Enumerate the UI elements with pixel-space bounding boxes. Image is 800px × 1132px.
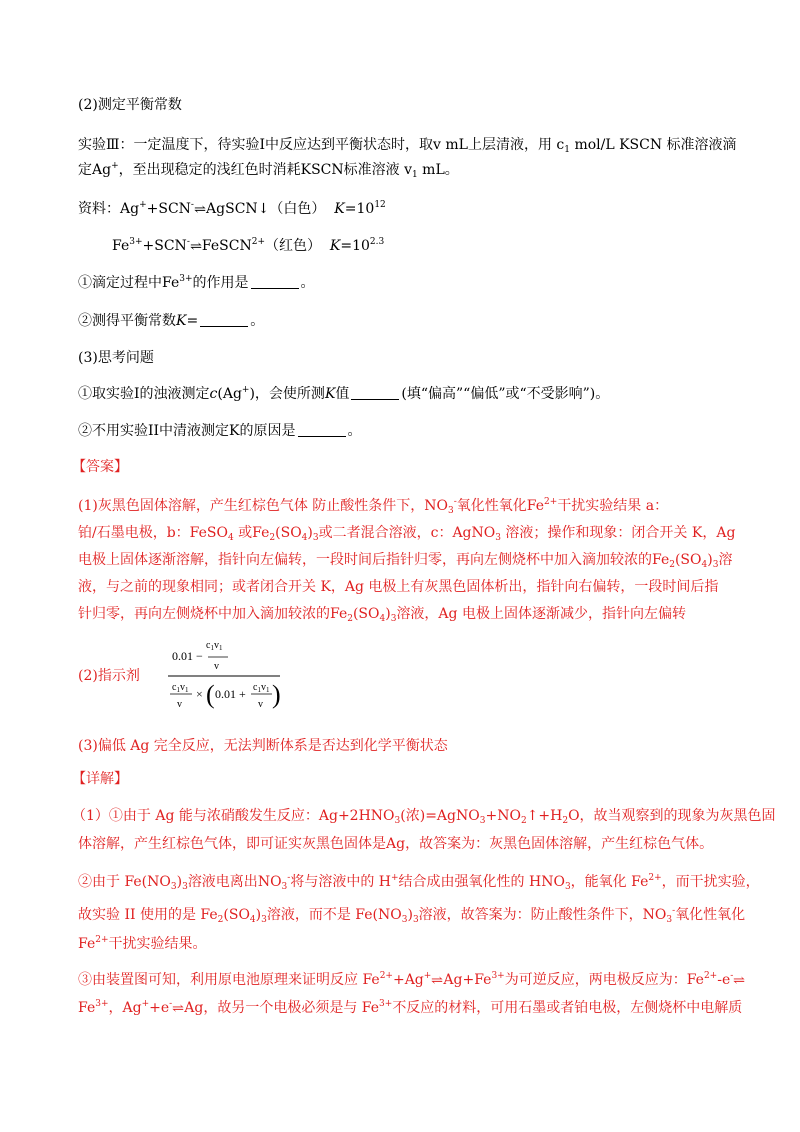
formula-v-top: v bbox=[214, 661, 219, 672]
question-c2: ②测得平衡常数K= 。 bbox=[78, 313, 265, 329]
detail1-line1: （1）①由于 Ag 能与浓硝酸发生反应：$Ag+2HNO_3$(浓)$=AgNO_3+NO_2↑+H_2O$，故当观察到的现象为灰黑色固 bbox=[72, 808, 776, 826]
detail2-line3: $Fe^{2+}$干扰实验结果。 bbox=[78, 935, 207, 952]
detail1-line2: 体溶解，产生红棕色气体，即可证实灰黑色固体是Ag，故答案为：灰黑色固体溶解，产生红棕色气体。 bbox=[78, 836, 714, 852]
exp3-line2: 定Ag+，至出现稳定的浅红色时消耗KSCN标准溶液 $v_1$ mL。 bbox=[78, 161, 459, 180]
detail2-line2: 故实验 II 使用的是 $Fe_2(SO_4)_3$溶液，而不是 $Fe(NO_3)_3$溶液，故答案为：防止酸性条件下，$NO_3^-$氧化性氧化 bbox=[78, 906, 746, 925]
detail3-line2: $Fe^{3+}$，Ag++e-⇌Ag，故另一个电极必须是与 $Fe^{3+}$不反应的材料，可用石墨或者铂电极，左侧烧杯中电解质 bbox=[78, 999, 743, 1016]
q2-title: (2)测定平衡常数 bbox=[78, 97, 182, 113]
formula-times: × bbox=[196, 687, 203, 701]
answer1-line2: 铂/石墨电极，b：FeSO$_4$ 或$Fe_2(SO_4)_3$或二者混合溶液，c：AgNO$_3$ 溶液；操作和现象：闭合开关 K，Ag bbox=[78, 525, 736, 543]
formula-paren-left: ( bbox=[206, 680, 215, 709]
answer1-line1: (1)灰黑色固体溶解，产生红棕色气体 防止酸性条件下，$NO_3^-$氧化性氧化$Fe^{2+}$干扰实验结果 a： bbox=[78, 497, 669, 516]
answer-label: 【答案】 bbox=[72, 459, 128, 475]
formula-c1v1-right: $c_1v_1$ bbox=[253, 682, 270, 694]
exp3-line1: 实验Ⅲ：一定温度下，待实验Ⅰ中反应达到平衡状态时，取v mL上层清液，用 $c_1$ mol/L KSCN 标准溶液滴 bbox=[78, 137, 737, 155]
detail3-line1: ③由装置图可知，利用原电池原理来证明反应 $Fe^{2+}+Ag^+\rightleftharpoons Ag+Fe^{3+}$为可逆反应，两电极反应为：$Fe^{2+}-e^-\rightleftharpoons$ bbox=[78, 971, 746, 988]
formula-plus: 0.01 + bbox=[215, 687, 246, 701]
formula-c1v1-top: $c_1v_1$ bbox=[206, 640, 223, 652]
answer-blank bbox=[200, 312, 248, 327]
question-3-2: ②不用实验II中清液测定K的原因是 。 bbox=[78, 423, 362, 439]
formula-c1v1-left: $c_1v_1$ bbox=[172, 682, 189, 694]
answer2-label: (2)指示剂 bbox=[78, 668, 140, 684]
equilibrium-arrow-icon: ⇌ bbox=[733, 973, 746, 987]
answer1-line5: 针归零，再向左侧烧杯中加入滴加较浓的$Fe_2(SO_4)_3$溶液，Ag 电极上固体逐渐减少，指针向左偏转 bbox=[78, 606, 686, 624]
equilibrium-arrow-icon: ⇌ bbox=[172, 1001, 185, 1015]
answer3: (3)偏低 Ag 完全反应，无法判断体系是否达到化学平衡状态 bbox=[78, 738, 448, 754]
formula-numerator: 0.01 − bbox=[172, 649, 203, 663]
formula-v-left: v bbox=[177, 699, 182, 710]
formula-paren-right: ) bbox=[272, 680, 281, 709]
equilibrium-arrow-icon: ⇌ bbox=[189, 239, 202, 253]
answer1-line3: 电极上固体逐渐溶解，指针向左偏转，一段时间后指针归零，再向左侧烧杯中加入滴加较浓的$Fe_2(SO_4)_3$溶 bbox=[78, 552, 733, 570]
q3-title: (3)思考问题 bbox=[78, 350, 154, 366]
k-formula bbox=[168, 636, 288, 716]
equilibrium-arrow-icon: ⇌ bbox=[431, 973, 444, 987]
question-3-1: ①取实验Ⅰ的浊液测定c(Ag+)，会使所测K值 (填“偏高”“偏低”或“不受影响”)。 bbox=[78, 385, 610, 402]
answer-blank bbox=[251, 274, 299, 289]
answer1-line4: 液，与之前的现象相同；或者闭合开关 K，Ag 电极上有灰黑色固体析出，指针向右偏转，一段时间后指 bbox=[78, 579, 719, 595]
detail2-line1: ②由于 $Fe(NO_3)_3$溶液电离出$NO_3^-$将与溶液中的 H+结合成由强氧化性的 $HNO_3$，能氧化 $Fe^{2+}$，而干扰实验， bbox=[78, 873, 760, 892]
info-line2: $Fe^{3+}+SCN^-\rightleftharpoons FeSCN^{2+}$（红色） $K=10^{2.3}$ bbox=[112, 237, 385, 254]
question-c1: ①滴定过程中$Fe^{3+}$的作用是 。 bbox=[78, 274, 315, 291]
answer-blank bbox=[298, 422, 346, 437]
detail-label: 【详解】 bbox=[72, 771, 128, 787]
equilibrium-arrow-icon: ⇌ bbox=[193, 202, 207, 216]
info-line1: 资料：Ag++SCN-⇌AgSCN↓（白色） $K=10^{12}$ bbox=[78, 200, 386, 217]
formula-v-right: v bbox=[258, 699, 263, 710]
answer-blank bbox=[351, 385, 399, 400]
